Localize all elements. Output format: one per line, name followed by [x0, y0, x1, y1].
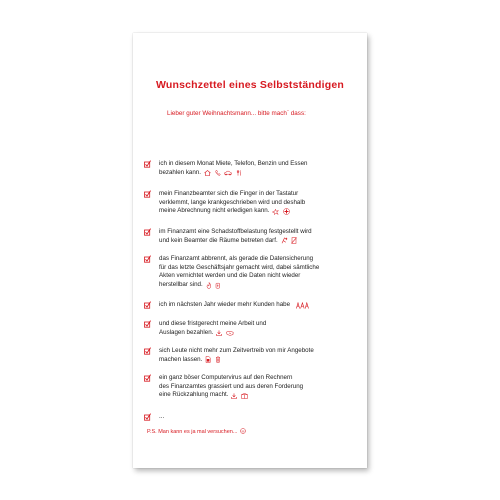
item-text-line: bezahlen kann. [159, 168, 201, 176]
item-text-line: ich in diesem Monat Miete, Telefon, Benzin und Essen [159, 160, 308, 167]
item-text-line: sich Leute nicht mehr zum Zeitvertreib von mir Angebote [159, 347, 314, 354]
item-text-line: eine Rückzahlung macht. [159, 391, 229, 399]
cutlery-icon [236, 170, 242, 176]
download-icon [216, 330, 222, 336]
smiley-icon [240, 428, 246, 434]
checkbox-checked-icon [144, 347, 151, 356]
list-item [144, 160, 307, 178]
item-text-line: Akten vernichtet werden und die Daten nicht wieder [159, 272, 301, 280]
item-text-line: Auslagen bezahlen. [159, 328, 214, 336]
item-text-line: und diese fristgerecht meine Arbeit und [159, 320, 267, 327]
postscript-text: P.S. Man kann es ja mal versuchen... [147, 429, 238, 435]
item-text-line: das Finanzamt abbrennt, als gerade die Datensicherung [159, 255, 314, 262]
wish-list-card [133, 33, 367, 468]
people-icon [296, 302, 309, 309]
intro-text: Lieber guter Weihnachtsmann... bitte mach` dass: [167, 110, 306, 117]
list-item [144, 301, 311, 311]
item-text-line: mein Finanzbeamter sich die Finger in der Tastatur [159, 190, 299, 197]
medical-cross-icon [283, 208, 290, 215]
item-text-line: im Finanzamt eine Schadstoffbelastung festgestellt wird [159, 228, 312, 235]
item-text-line: meine Abrechnung nicht erledigen kann. [159, 207, 270, 215]
list-item [144, 190, 305, 217]
item-text-line: des Finanzamtes grassiert und aus deren Forderung [159, 382, 304, 390]
fire-icon [206, 282, 212, 289]
flame-icon [215, 282, 221, 289]
item-text-line: machen lassen. [159, 355, 203, 363]
document-icon [205, 356, 211, 363]
trash-icon [215, 356, 221, 363]
list-item [144, 347, 314, 365]
no-entry-icon [291, 237, 297, 244]
item-text-line: ein ganz böser Computervirus auf den Rechnern [159, 374, 293, 381]
wallet-icon [241, 393, 248, 399]
list-item [144, 320, 266, 338]
checkbox-checked-icon [144, 190, 151, 199]
item-text-line: ich im nächsten Jahr wieder mehr Kunden habe [159, 301, 291, 308]
car-icon [224, 170, 232, 176]
list-item [144, 374, 303, 401]
list-item [144, 413, 164, 422]
download-icon [231, 393, 237, 399]
checkbox-checked-icon [144, 255, 151, 264]
money-icon [226, 330, 234, 336]
checkbox-checked-icon [144, 228, 151, 237]
checkbox-checked-icon [144, 160, 151, 169]
checkbox-checked-icon [144, 374, 151, 383]
item-text-line: verklemmt, lange krankgeschrieben wird und deshalb [159, 198, 306, 206]
page-title: Wunschzettel eines Selbstständigen [155, 79, 345, 91]
checkbox-checked-icon [144, 301, 151, 310]
checkbox-checked-icon [144, 320, 151, 329]
hazard-icon [281, 237, 288, 244]
list-item [144, 228, 312, 246]
item-text-line: für das letzte Geschäftsjahr gemacht wird, dabei sämtliche [159, 263, 320, 271]
house-icon [204, 170, 211, 176]
list-item [144, 255, 319, 290]
checkbox-checked-icon [144, 413, 151, 422]
pain-icon [272, 209, 279, 215]
item-text-line: ... [159, 413, 165, 420]
phone-icon [215, 170, 221, 176]
item-text-line: herstellbar sind. [159, 280, 203, 288]
item-text-line: und kein Beamter die Räume betreten darf. [159, 236, 278, 244]
postscript [147, 428, 246, 435]
